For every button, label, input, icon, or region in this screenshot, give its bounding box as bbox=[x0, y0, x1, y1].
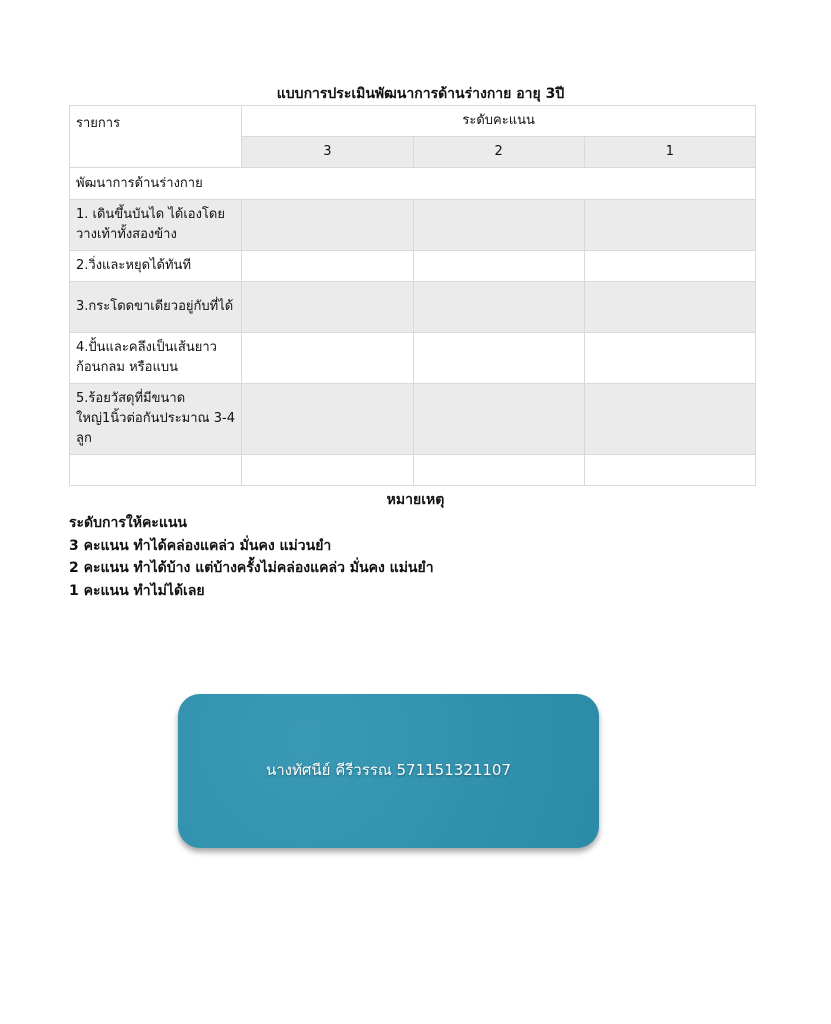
score-cell bbox=[413, 384, 584, 455]
remarks-title: หมายเหตุ bbox=[386, 492, 445, 508]
score-cell bbox=[242, 282, 413, 333]
remark-line: 3 คะแนน ทำได้คล่องแคล่ว มั่นคง แม่วนยำ bbox=[69, 537, 332, 554]
table-row bbox=[70, 200, 756, 251]
score-cell bbox=[584, 282, 755, 333]
score-level-3: 3 bbox=[242, 137, 413, 168]
table-row bbox=[70, 384, 756, 455]
document-title: แบบการประเมินพัฒนาการด้านร่างกาย อายุ 3ปี bbox=[276, 86, 565, 102]
score-cell bbox=[413, 200, 584, 251]
score-cell bbox=[413, 333, 584, 384]
score-cell bbox=[242, 200, 413, 251]
empty-cell bbox=[70, 455, 242, 486]
score-cell bbox=[584, 333, 755, 384]
score-cell bbox=[242, 455, 413, 486]
section-label: พัฒนาการด้านร่างกาย bbox=[70, 168, 756, 200]
item-label: 3.กระโดดขาเดียวอยู่กับที่ได้ bbox=[70, 282, 242, 333]
table-row bbox=[70, 251, 756, 282]
remark-line: 2 คะแนน ทำได้บ้าง แต่บ้างครั้งไม่คล่องแคล่ว มั่นคง แม่นยำ bbox=[69, 560, 434, 576]
score-cell bbox=[413, 282, 584, 333]
score-cell bbox=[413, 455, 584, 486]
item-label: 2.วิ่งและหยุดได้ทันที bbox=[70, 251, 242, 282]
table-row bbox=[70, 455, 756, 486]
item-column-header: รายการ bbox=[70, 106, 242, 168]
score-cell bbox=[584, 455, 755, 486]
score-cell bbox=[242, 384, 413, 455]
item-label: 1. เดินขึ้นบันได ได้เองโดยวางเท้าทั้งสองข้าง bbox=[70, 200, 242, 251]
score-cell bbox=[584, 251, 755, 282]
author-name: นางทัศนีย์ คีรีวรรณ 571151321107 bbox=[265, 760, 512, 779]
remarks-heading: ระดับการให้คะแนน bbox=[69, 515, 187, 531]
score-cell bbox=[584, 384, 755, 455]
assessment-table bbox=[69, 105, 756, 486]
table-row bbox=[70, 333, 756, 384]
remark-line: 1 คะแนน ทำไม่ได้เลย bbox=[69, 582, 205, 599]
score-cell bbox=[242, 333, 413, 384]
remarks-block bbox=[69, 512, 434, 602]
score-cell bbox=[242, 251, 413, 282]
item-label: 4.ปั้นและคลึงเป็นเส้นยาว ก้อนกลม หรือแบน bbox=[70, 333, 242, 384]
score-level-1: 1 bbox=[584, 137, 755, 168]
score-cell bbox=[413, 251, 584, 282]
item-label: 5.ร้อยวัสดุที่มีขนาดใหญ่1นิ้วต่อกันประมาณ 3-4 ลูก bbox=[70, 384, 242, 455]
score-column-header: ระดับคะแนน bbox=[242, 106, 756, 137]
author-nameplate bbox=[178, 694, 599, 848]
table-row bbox=[70, 282, 756, 333]
score-cell bbox=[584, 200, 755, 251]
score-level-2: 2 bbox=[413, 137, 584, 168]
